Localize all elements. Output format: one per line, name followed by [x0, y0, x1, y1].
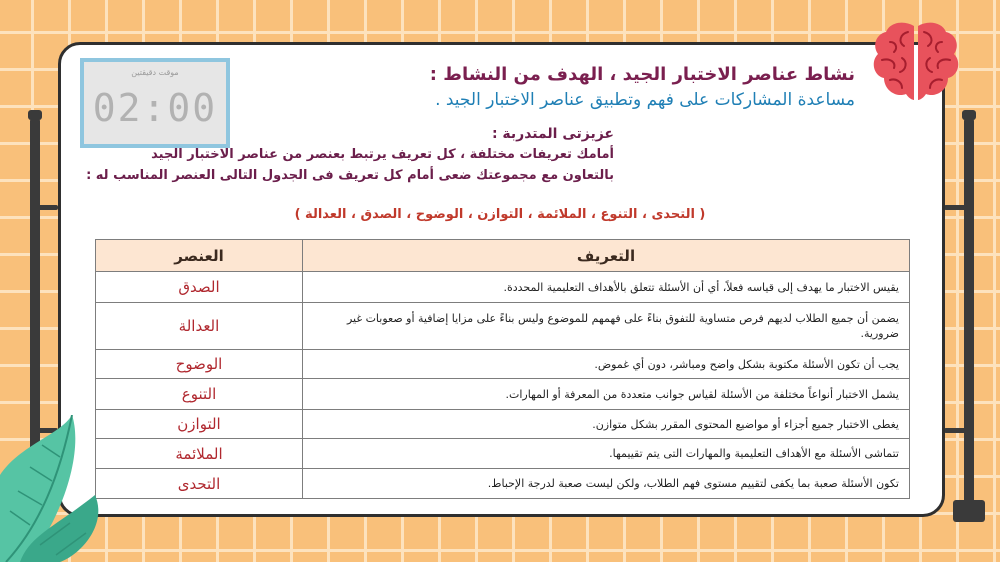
element-options: ( التحدى ، التنوع ، الملائمة ، التوازن ، الوضوح ، الصدق ، العدالة ): [294, 207, 706, 222]
column-header-definition: التعريف: [303, 240, 910, 272]
table-row: [96, 469, 910, 499]
table-row: [96, 350, 910, 379]
brain-icon: [868, 18, 964, 106]
table-row: [96, 439, 910, 469]
timer-widget: [80, 58, 230, 148]
definition-cell: يشمل الاختبار أنواعاً مختلفة من الأسئلة لقياس جوانب متعددة من المعرفة أو المهارات.: [303, 379, 910, 410]
instructions-heading: عزيزتى المتدربة :: [491, 126, 614, 142]
definition-cell: يضمن أن جميع الطلاب لديهم فرص متساوية للتفوق بناءً على فهمهم للموضوع وليس بناءً على مزايا إضافية أو صعوبات غير ضرورية.: [303, 303, 910, 350]
definition-cell: يقيس الاختبار ما يهدف إلى قياسه فعلاً، أي أن الأسئلة تتعلق بالأهداف التعليمية المحددة.: [303, 272, 910, 303]
instructions-line-1: أمامك تعريفات مختلفة ، كل تعريف يرتبط بعنصر من عناصر الاختبار الجيد: [151, 147, 614, 162]
definitions-table: [95, 239, 910, 499]
term-cell: الوضوح: [96, 350, 303, 379]
table-header-row: [96, 240, 910, 272]
right-peg-bottom: [944, 428, 966, 433]
term-cell: الصدق: [96, 272, 303, 303]
definition-cell: يجب أن تكون الأسئلة مكتوبة بشكل واضح ومباشر، دون أي غموض.: [303, 350, 910, 379]
term-cell: العدالة: [96, 303, 303, 350]
definition-cell: يغطى الاختبار جميع أجزاء أو مواضيع المحتوى المقرر بشكل متوازن.: [303, 410, 910, 439]
table-row: [96, 303, 910, 350]
term-cell: الملائمة: [96, 439, 303, 469]
activity-title: نشاط عناصر الاختبار الجيد ، الهدف من النشاط :: [429, 64, 855, 85]
timer-label: موقت دقيقتين: [131, 68, 179, 77]
table-row: [96, 272, 910, 303]
definition-cell: تتماشى الأسئلة مع الأهداف التعليمية والمهارات التى يتم تقييمها.: [303, 439, 910, 469]
term-cell: التنوع: [96, 379, 303, 410]
column-header-term: العنصر: [96, 240, 303, 272]
table-row: [96, 379, 910, 410]
table-row: [96, 410, 910, 439]
timer-display: 02:00: [92, 86, 218, 130]
leaf-icon: [0, 415, 120, 562]
activity-goal: مساعدة المشاركات على فهم وتطبيق عناصر الاختبار الجيد .: [435, 90, 855, 110]
right-post: [964, 118, 974, 508]
term-cell: التوازن: [96, 410, 303, 439]
term-cell: التحدى: [96, 469, 303, 499]
definition-cell: تكون الأسئلة صعبة بما يكفى لتقييم مستوى فهم الطلاب، ولكن ليست صعبة لدرجة الإحباط.: [303, 469, 910, 499]
instructions-line-2: بالتعاون مع مجموعتك ضعى أمام كل تعريف فى الجدول التالى العنصر المناسب له :: [86, 168, 614, 183]
right-post-foot: [953, 500, 985, 522]
